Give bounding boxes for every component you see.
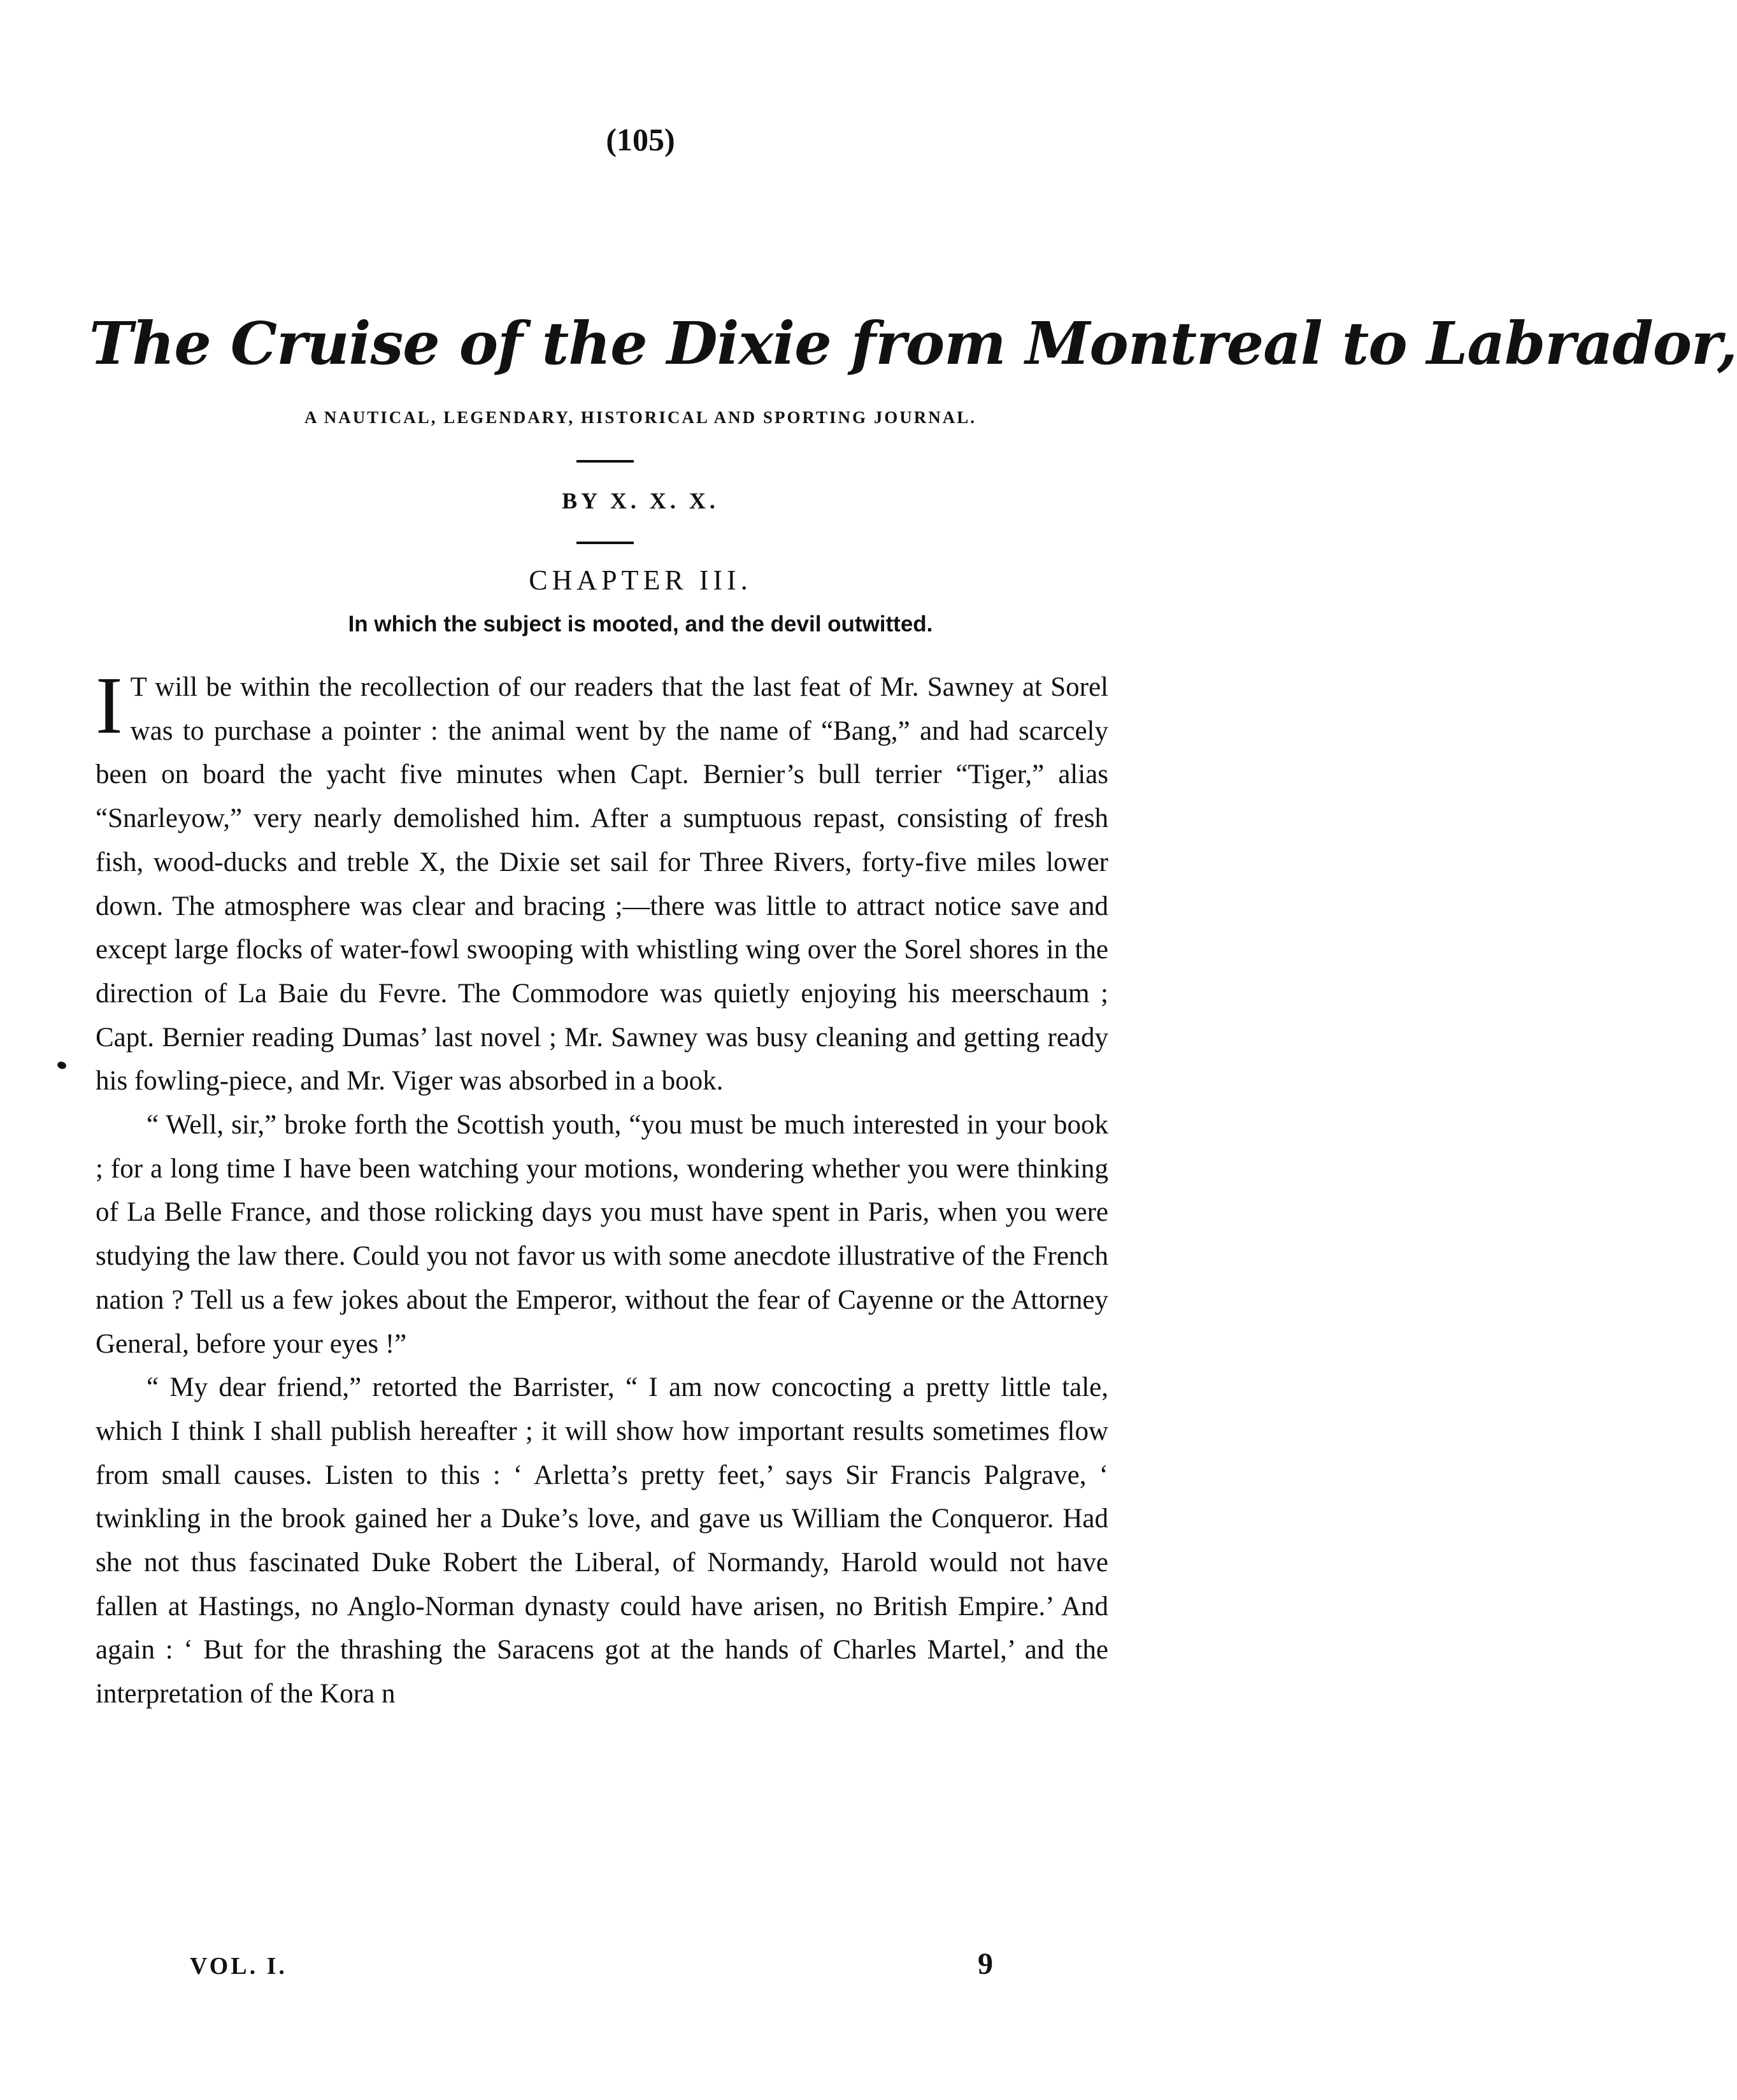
margin-ink-mark	[57, 1060, 68, 1070]
title-divider	[576, 460, 634, 463]
chapter-summary: In which the subject is mooted, and the devil outwitted.	[348, 612, 933, 636]
drop-cap: I	[96, 660, 123, 751]
chapter-heading: CHAPTER III.	[529, 565, 752, 596]
body-text	[96, 660, 1108, 1716]
page-number: (105)	[606, 122, 675, 157]
byline-divider	[576, 542, 634, 544]
paragraph: “ My dear friend,” retorted the Barrister, “ I am now concocting a pretty little tale, which I think I shall publish hereafter ; it will show how important results sometimes flow from small causes. Listen to this : ‘ Arletta’s pretty feet,’ says Sir Francis Palgrave, ‘ twinkling in the brook gained her a Duke’s love, and gave us William the Conqueror. Had she not thus fascinated Duke Robert the Liberal, of Normandy, Harold would not have fallen at Hastings, no Anglo-Norman dynasty could have arisen, no British Empire.’ And again : ‘ But for the thrashing the Saracens got at the hands of Charles Martel,’ and the interpretation of the Kora n	[96, 1372, 1108, 1709]
signature-number: 9	[978, 1947, 993, 1981]
paragraph	[96, 660, 1108, 1104]
byline: BY X. X. X.	[562, 488, 719, 514]
article-subtitle: A NAUTICAL, LEGENDARY, HISTORICAL AND SPORTING JOURNAL.	[304, 408, 977, 427]
volume-signature: VOL. I.	[190, 1953, 287, 1980]
article-title: The Cruise of the Dixie from Montreal to Labrador,	[89, 309, 1737, 378]
paragraph: “ Well, sir,” broke forth the Scottish youth, “you must be much interested in your book ; for a long time I have been watching your motions, wondering whether you were thinking of La Belle France, and those rolicking days you must have spent in Paris, when you were studying the law there. Could you not favor us with some anecdote illustrative of the French nation ? Tell us a few jokes about the Emperor, without the fear of Cayenne or the Attorney General, before your eyes !”	[96, 1110, 1108, 1359]
paragraph-text: T will be within the recollection of our readers that the last feat of Mr. Sawney at Sorel was to purchase a pointer : the animal went by the name of “Bang,” and had scarcely been on board the yacht five minutes when Capt. Bernier’s bull terrier “Tiger,” alias “Snarleyow,” very nearly demolished him. After a sumptuous repast, consisting of fresh fish, wood-ducks and treble X, the Dixie set sail for Three Rivers, forty-five miles lower down. The atmosphere was clear and bracing ;—there was little to attract notice save and except large flocks of water-fowl swooping with whistling wing over the Sorel shores in the direction of La Baie du Fevre. The Commodore was quietly enjoying his meerschaum ; Capt. Bernier reading Dumas’ last novel ; Mr. Sawney was busy cleaning and getting ready his fowling-piece, and Mr. Viger was absorbed in a book.	[96, 672, 1108, 1097]
